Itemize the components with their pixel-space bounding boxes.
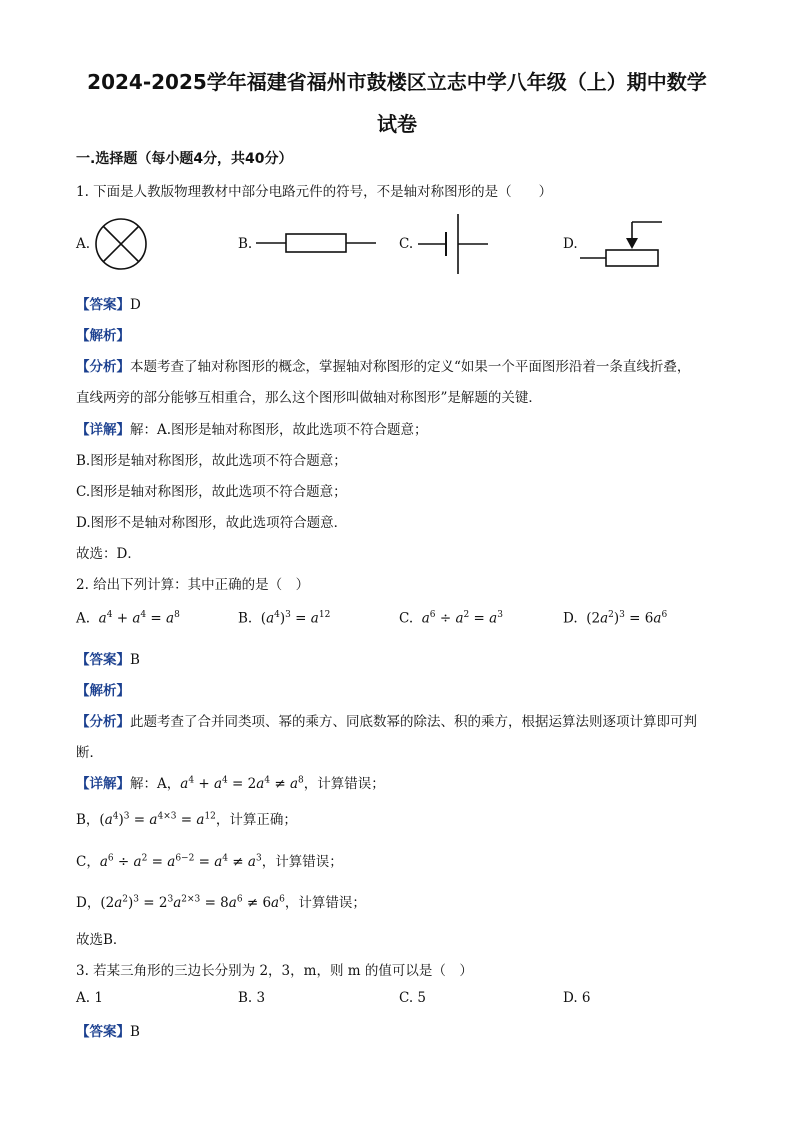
q1-option-c-label: C.	[399, 236, 414, 252]
q1-stem: 1. 下面是人教版物理教材中部分电路元件的符号，不是轴对称图形的是（ ）	[76, 184, 553, 200]
q2-detail-c: C，$a^6 \div a^2 = a^{6-2} = a^4 \ne a^3$，计算错误；	[76, 853, 343, 870]
q2-choose: 故选B．	[76, 932, 127, 948]
q1-analysis-line1: 【分析】本题考查了轴对称图形的概念，掌握轴对称图形的定义“如果一个平面图形沿着一条直线折叠，	[76, 359, 691, 375]
q3-option-a: A. 1	[76, 990, 103, 1006]
q1-option-d-label: D.	[563, 236, 578, 252]
q1-detail-line3: C.图形是轴对称图形，故此选项不符合题意；	[76, 484, 347, 500]
q2-option-b: B. $(a^4)^3 = a^{12}$	[238, 610, 331, 627]
q1-detail-line1: 【详解】解：A.图形是轴对称图形，故此选项不符合题意；	[76, 422, 428, 438]
q1-answer: 【答案】D	[76, 297, 141, 313]
q3-option-b: B. 3	[238, 990, 266, 1006]
q2-detail-d: D，$(2a^2)^3 = 2^3a^{2\times 3} = 8a^6 \ne 6a^6$，计算错误；	[76, 894, 366, 911]
q3-answer: 【答案】B	[76, 1024, 140, 1040]
q2-detail-b: B，$(a^4)^3 = a^{4\times 3} = a^{12}$，计算正确；	[76, 811, 297, 828]
q1-detail-line4: D.图形不是轴对称图形，故此选项符合题意．	[76, 515, 348, 531]
q3-stem: 3. 若某三角形的三边长分别为 2，3，m，则 m 的值可以是（ ）	[76, 963, 473, 979]
battery-symbol-icon	[418, 212, 490, 278]
q1-option-b-label: B.	[238, 236, 253, 252]
resistor-symbol-icon	[256, 230, 378, 256]
paper-title-line2: 试卷	[377, 112, 417, 136]
paper-title-line1: 2024-2025学年福建省福州市鼓楼区立志中学八年级（上）期中数学	[87, 70, 707, 94]
rheostat-symbol-icon	[580, 218, 664, 270]
q3-option-c: C. 5	[399, 990, 427, 1006]
q2-analysis-line1: 【分析】此题考查了合并同类项、幂的乘方、同底数幂的除法、积的乘方，根据运算法则逐项计算即可判	[76, 714, 697, 730]
q2-option-c: C. $a^6 \div a^2 = a^3$	[399, 610, 503, 627]
lamp-symbol-icon	[94, 217, 150, 273]
q1-jiexi-tag: 【解析】	[76, 328, 130, 344]
q1-detail-line2: B.图形是轴对称图形，故此选项不符合题意；	[76, 453, 347, 469]
q2-jiexi-tag: 【解析】	[76, 683, 130, 699]
q2-option-d: D. $(2a^2)^3 = 6a^6$	[563, 610, 668, 627]
q2-analysis-line2: 断．	[76, 745, 103, 761]
section-heading: 一.选择题（每小题4分，共40分）	[76, 151, 293, 167]
q2-detail-a: 【详解】解：A，$a^4 + a^4 = 2a^4 \ne a^8$，计算错误；	[76, 775, 385, 792]
q2-answer: 【答案】B	[76, 652, 140, 668]
q2-option-a: A. $a^4 + a^4 = a^8$	[76, 610, 180, 627]
q1-choose: 故选：D．	[76, 546, 141, 562]
q1-analysis-line2: 直线两旁的部分能够互相重合，那么这个图形叫做轴对称图形”是解题的关键．	[76, 390, 542, 406]
q3-option-d: D. 6	[563, 990, 591, 1006]
q1-option-a-label: A.	[76, 236, 91, 252]
q2-stem: 2. 给出下列计算：其中正确的是（ ）	[76, 577, 310, 593]
